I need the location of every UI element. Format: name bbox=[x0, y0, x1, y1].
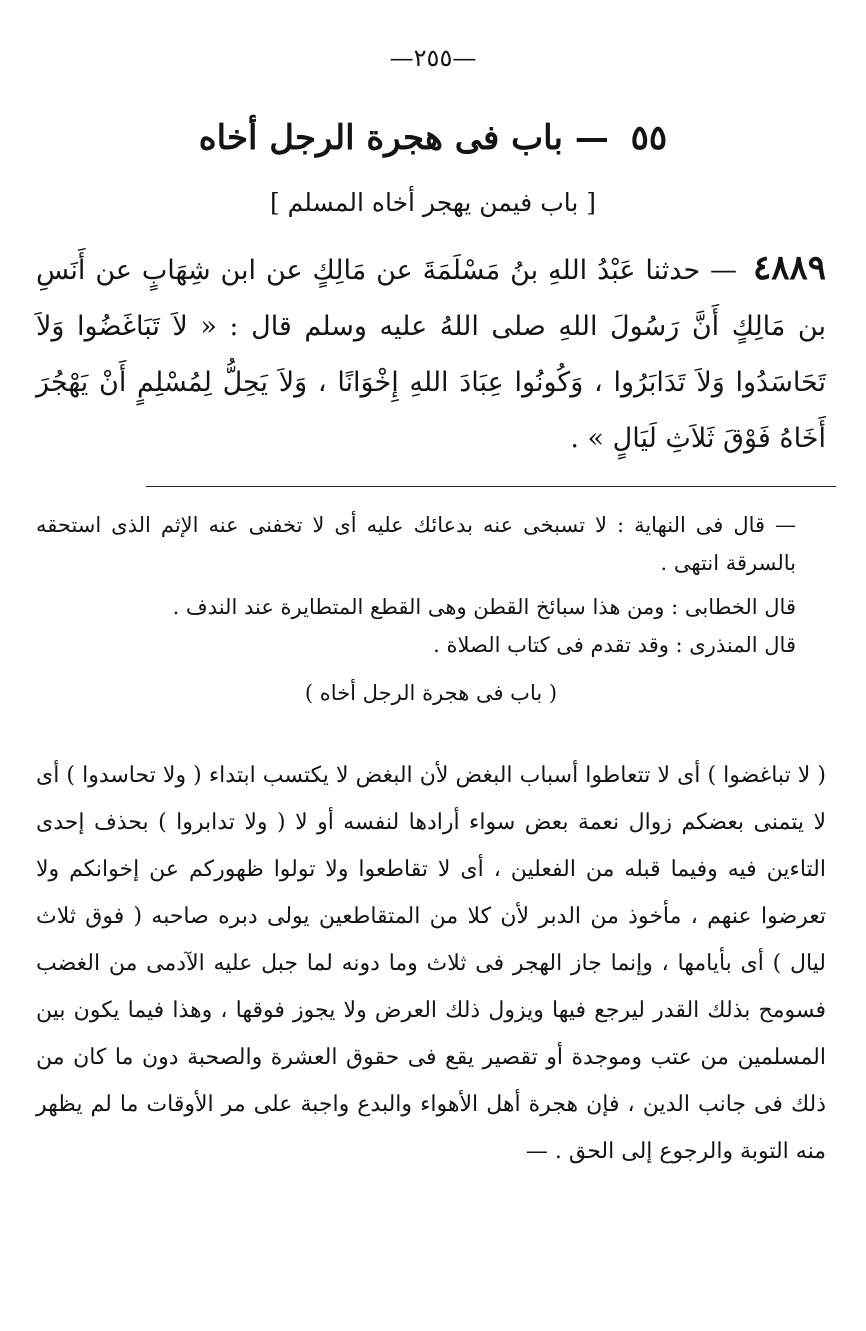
chapter-subtitle: [ باب فيمن يهجر أخاه المسلم ] bbox=[269, 188, 597, 217]
commentary-block bbox=[36, 506, 826, 712]
hadith-block bbox=[36, 240, 826, 467]
commentary-line: — قال فى النهاية : لا تسبخى عنه بدعائك عليه أى لا تخفنى عنه الإثم الذى استحقه بالسرقة انتهى . bbox=[36, 513, 796, 575]
commentary-section-heading: ( باب فى هجرة الرجل أخاه ) bbox=[304, 681, 558, 705]
footnote-divider bbox=[146, 486, 836, 487]
chapter-title: باب فى هجرة الرجل أخاه bbox=[198, 118, 563, 158]
chapter-number: ٥٥ bbox=[630, 118, 668, 158]
commentary-line: قال المنذرى : وقد تقدم فى كتاب الصلاة . bbox=[433, 633, 796, 657]
commentary-body: ( لا تباغضوا ) أى لا تتعاطوا أسباب البغض لأن البغض لا يكتسب ابتداء ( ولا تحاسدوا ) أى لا يتمنى بعضكم زوال نعمة بعض سواء أرادها لنفسه أو لا ( ولا تدابروا ) بحذف إحدى التاءين فيه وفيما قبله من الفعلين ، أى لا تقاطعوا ولا تولوا ظهوركم عن إخوانكم ولا تعرضوا عنهم ، مأخوذ من الدبر لأن كلا من المتقاطعين يولى دبره صاحبه ( فوق ثلاث ليال ) أى بأيامها ، وإنما جاز الهجر فى ثلاث وما دونه لما جبل عليه الآدمى من الغضب فسومح بذلك القدر ليرجع فيها ويزول ذلك العرض ولا يجوز فوقها ، وهذا فيما يكون بين المسلمين من عتب وموجدة أو تقصير يقع فى حقوق العشرة والصحبة دون ما كان من ذلك فى جانب الدين ، فإن هجرة أهل الأهواء والبدع واجبة على مر الأوقات ما لم يظهر منه التوبة والرجوع إلى الحق . — bbox=[36, 763, 826, 1164]
chapter-heading bbox=[0, 118, 866, 158]
commentary-line: قال الخطابى : ومن هذا سبائخ القطن وهى القطع المتطايرة عند الندف . bbox=[172, 595, 796, 619]
hadith-number: ٤٨٨٩ bbox=[752, 248, 826, 288]
chapter-dash: — bbox=[574, 118, 609, 158]
hadith-text: — حدثنا عَبْدُ اللهِ بنُ مَسْلَمَةَ عن مَالِكٍ عن ابن شِهَابٍ عن أَنَسِ بن مَالِكٍ أَنَّ رَسُولَ اللهِ صلى اللهُ عليه وسلم قال : « لاَ تَبَاغَضُوا وَلاَ تَحَاسَدُوا وَلاَ تَدَابَرُوا ، وَكُونُوا عِبَادَ اللهِ إِخْوَانًا ، وَلاَ يَحِلُّ لِمُسْلِمٍ أَنْ يَهْجُرَ أَخَاهُ فَوْقَ ثَلاَثِ لَيَالٍ » . bbox=[36, 255, 826, 454]
page-number: —٢٥٥— bbox=[389, 44, 477, 72]
